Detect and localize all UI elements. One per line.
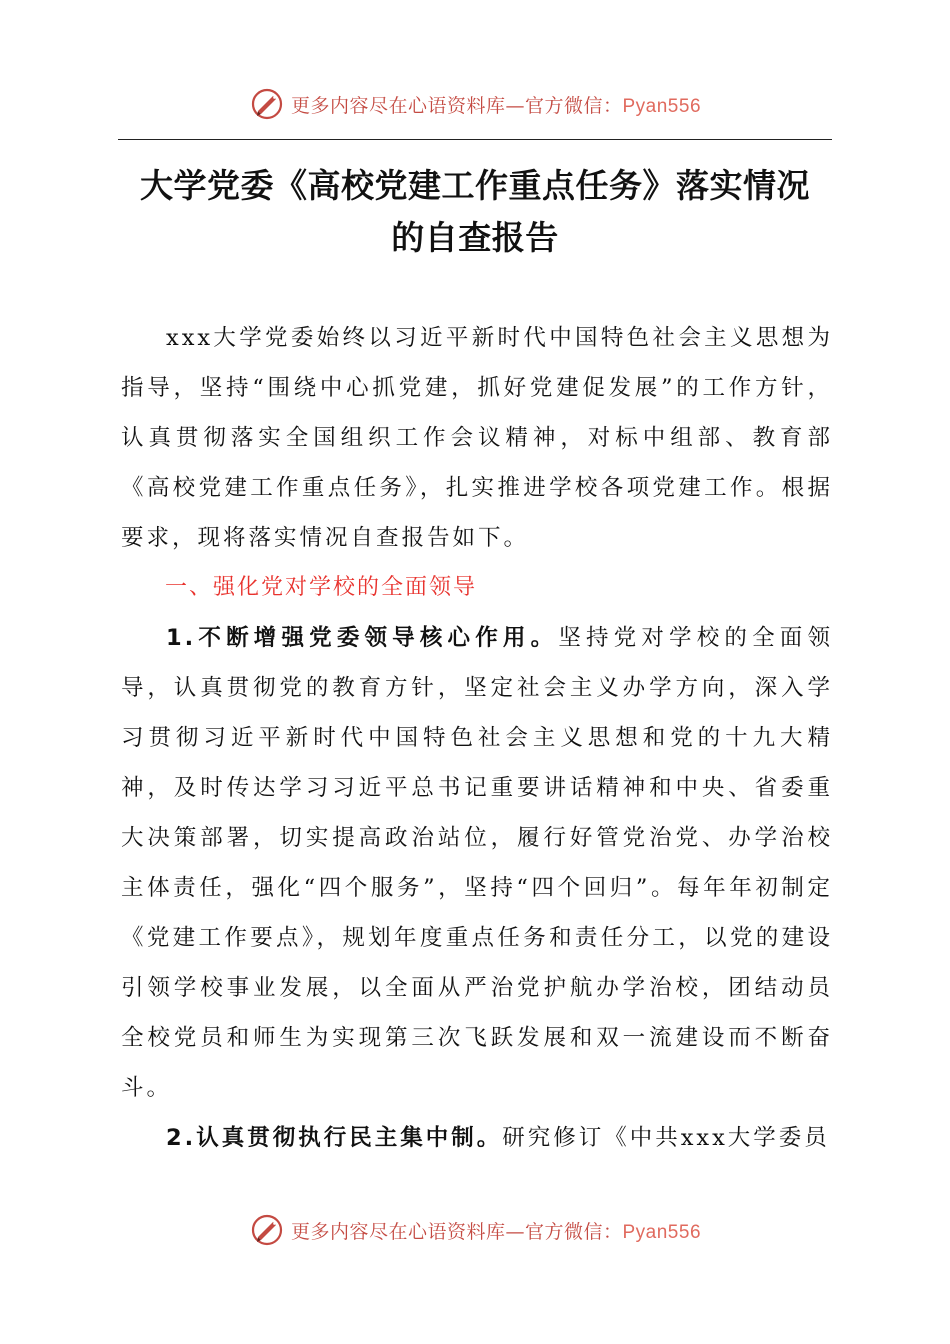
pen-logo-icon: [249, 86, 285, 122]
watermark-prefix: 更多内容尽在心语资料库: [290, 94, 506, 117]
watermark-dash: —: [505, 1220, 525, 1243]
item-1-paragraph: [121, 613, 833, 1113]
item-1-body: 坚持党对学校的全面领导，认真贯彻党的教育方针，坚定社会主义办学方向，深入学习贯彻习近平新时代中国特色社会主义思想和党的十九大精神，及时传达学习习近平总书记重要讲话精神和中央、省委重大决策部署，切实提高政治站位，履行好管党治党、办学治校主体责任，强化“四个服务”，坚持“四个回归”。每年年初制定《党建工作要点》，规划年度重点任务和责任分工，以党的建设引领学校事业发展，以全面从严治党护航办学治校，团结动员全校党员和师生为实现第三次飞跃发展和双一流建设而不断奋斗。: [121, 625, 833, 1101]
item-2-body: 研究修订《中共xxx大学委员: [502, 1125, 830, 1151]
intro-paragraph: xxx大学党委始终以习近平新时代中国特色社会主义思想为指导，坚持“围绕中心抓党建，抓好党建促发展”的工作方针，认真贯彻落实全国组织工作会议精神，对标中组部、教育部《高校党建工作重点任务》，扎实推进学校各项党建工作。根据要求，现将落实情况自查报告如下。: [121, 325, 833, 551]
watermark-wechat-id: Pyan556: [622, 95, 702, 117]
watermark-label: 官方微信：: [524, 1220, 623, 1243]
watermark-text: [291, 1217, 701, 1244]
watermark-label: 官方微信：: [524, 94, 623, 117]
item-2-lead: 2.认真贯彻执行民主集中制。: [166, 1125, 503, 1151]
header-divider: [118, 139, 832, 140]
watermark-prefix: 更多内容尽在心语资料库: [290, 1220, 506, 1243]
item-2-paragraph: [121, 1113, 833, 1163]
section-heading-1: 一、强化党对学校的全面领导: [165, 575, 478, 600]
document-title: [100, 160, 850, 264]
watermark-wechat-id: Pyan556: [622, 1221, 702, 1243]
item-1-lead: 1.不断增强党委领导核心作用。: [166, 625, 559, 651]
title-line-2: 的自查报告: [391, 218, 559, 257]
footer-watermark-banner: [0, 1210, 950, 1250]
title-line-1: 大学党委《高校党建工作重点任务》落实情况: [140, 166, 810, 205]
watermark-dash: —: [505, 94, 525, 117]
pen-logo-icon: [249, 1212, 285, 1248]
header-watermark-banner: [0, 84, 950, 124]
watermark-text: [291, 91, 701, 118]
document-body: [121, 313, 833, 1163]
